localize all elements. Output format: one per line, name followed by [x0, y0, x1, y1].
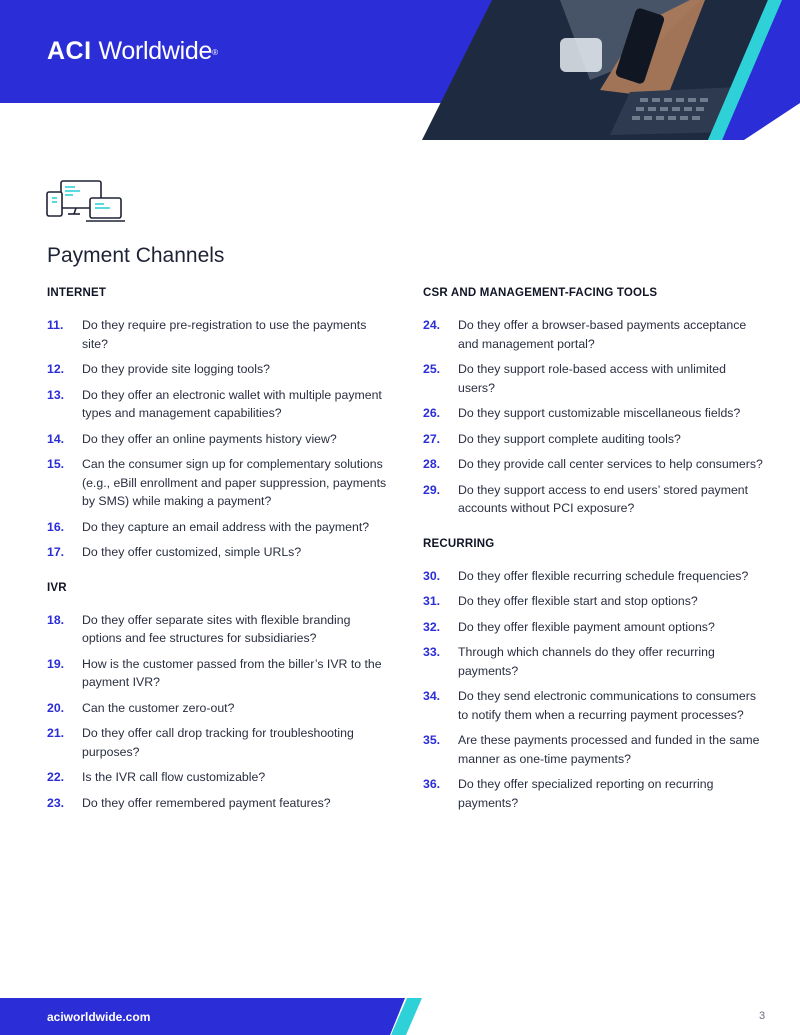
hero-photo — [0, 0, 800, 140]
question-item — [423, 316, 763, 353]
question-item — [47, 386, 387, 423]
question-text: Do they support role-based access with unlimited users? — [458, 362, 726, 395]
question-text: Are these payments processed and funded in the same manner as one-time payments? — [458, 733, 760, 766]
question-text: Do they offer customized, simple URLs? — [82, 545, 302, 559]
question-number: 36. — [423, 777, 441, 791]
question-item — [423, 775, 763, 812]
question-text: Can the customer zero-out? — [82, 700, 235, 715]
question-number: 12. — [47, 362, 65, 376]
question-text: How is the customer passed from the biller’s IVR to the payment IVR? — [82, 656, 382, 689]
question-number: 23. — [47, 795, 65, 810]
question-text: Do they provide site logging tools? — [82, 362, 270, 376]
question-item — [423, 455, 763, 474]
question-text: Through which channels do they offer recurring payments? — [458, 645, 715, 678]
question-item — [423, 481, 763, 518]
question-number: 13. — [47, 387, 65, 402]
aci-logo — [47, 36, 218, 66]
question-text: Do they send electronic communications to consumers to notify them when a recurring payment processes? — [458, 689, 756, 722]
question-item — [47, 768, 387, 787]
question-item — [47, 724, 387, 761]
question-item — [423, 430, 763, 449]
question-number: 31. — [423, 594, 441, 608]
question-number: 25. — [423, 362, 441, 376]
question-text: Do they offer an electronic wallet with multiple payment types and management capabilities? — [82, 387, 382, 420]
left-column — [47, 287, 387, 819]
section-heading-recurring: RECURRING — [423, 537, 495, 550]
question-text: Do they provide call center services to help consumers? — [458, 457, 763, 471]
question-item — [47, 360, 387, 379]
question-text: Do they offer flexible recurring schedule frequencies? — [458, 568, 749, 583]
question-text: Do they offer an online payments history view? — [82, 431, 337, 446]
question-text: Do they offer flexible start and stop options? — [458, 594, 698, 608]
question-number: 17. — [47, 545, 65, 559]
question-text: Do they capture an email address with the payment? — [82, 519, 370, 534]
page-title: Payment Channels — [47, 244, 225, 267]
question-text: Do they require pre-registration to use the payments site? — [82, 318, 367, 351]
question-number: 26. — [423, 406, 441, 420]
question-text: Do they support access to end users’ stored payment accounts without PCI exposure? — [458, 482, 749, 515]
logo-worldwide-text: Worldwide — [98, 37, 213, 65]
section-heading-internet: INTERNET — [47, 287, 107, 299]
question-text: Do they support customizable miscellaneous fields? — [458, 406, 741, 420]
question-text: Do they offer a browser-based payments acceptance and management portal? — [458, 318, 747, 351]
question-item — [47, 455, 387, 511]
devices-icon — [46, 180, 128, 226]
question-number: 29. — [423, 482, 441, 497]
logo-aci-text: ACI — [47, 37, 92, 65]
question-number: 18. — [47, 612, 65, 627]
question-number: 30. — [423, 568, 441, 583]
footer-website-link[interactable]: aciworldwide.com — [47, 1010, 151, 1024]
question-text: Do they support complete auditing tools? — [458, 431, 681, 446]
question-number: 16. — [47, 519, 65, 534]
question-item — [47, 699, 387, 718]
question-text: Do they offer call drop tracking for troubleshooting purposes? — [82, 726, 354, 759]
question-text: Do they offer remembered payment features? — [82, 795, 331, 810]
question-item — [423, 404, 763, 423]
question-text: Can the consumer sign up for complementary solutions (e.g., eBill enrollment and paper suppression, payments by SMS) while making a payment? — [82, 457, 387, 508]
question-item — [47, 794, 387, 813]
page-number: 3 — [759, 1010, 766, 1022]
section-heading-ivr: IVR — [47, 581, 67, 594]
question-number: 11. — [47, 318, 64, 332]
question-item — [423, 731, 763, 768]
question-number: 34. — [423, 689, 441, 703]
question-item — [423, 643, 763, 680]
question-number: 27. — [423, 431, 441, 446]
question-text: Is the IVR call flow customizable? — [82, 770, 266, 784]
question-item — [423, 567, 763, 586]
question-item — [47, 518, 387, 537]
question-text: Do they offer specialized reporting on recurring payments? — [458, 777, 714, 810]
question-item — [47, 655, 387, 692]
question-number: 14. — [47, 431, 65, 446]
question-item — [47, 430, 387, 449]
question-item — [423, 360, 763, 397]
question-item — [423, 618, 763, 637]
question-text: Do they offer flexible payment amount options? — [458, 619, 715, 634]
question-number: 20. — [47, 700, 65, 715]
question-item — [47, 611, 387, 648]
question-number: 15. — [47, 457, 65, 471]
logo-registered-mark: ® — [212, 48, 218, 57]
right-column — [423, 287, 763, 819]
question-item — [47, 543, 387, 562]
question-number: 33. — [423, 645, 441, 659]
question-item — [423, 687, 763, 724]
section-heading-csr-tools: CSR AND MANAGEMENT-FACING TOOLS — [423, 287, 658, 299]
question-number: 21. — [47, 726, 65, 740]
question-number: 35. — [423, 733, 441, 747]
question-text: Do they offer separate sites with flexible branding options and fee structures for subsidiaries? — [82, 612, 351, 645]
question-number: 24. — [423, 318, 441, 332]
question-item — [423, 592, 763, 611]
question-number: 32. — [423, 619, 441, 634]
question-number: 19. — [47, 656, 65, 671]
question-number: 28. — [423, 457, 441, 471]
question-number: 22. — [47, 770, 65, 784]
question-item — [47, 316, 387, 353]
